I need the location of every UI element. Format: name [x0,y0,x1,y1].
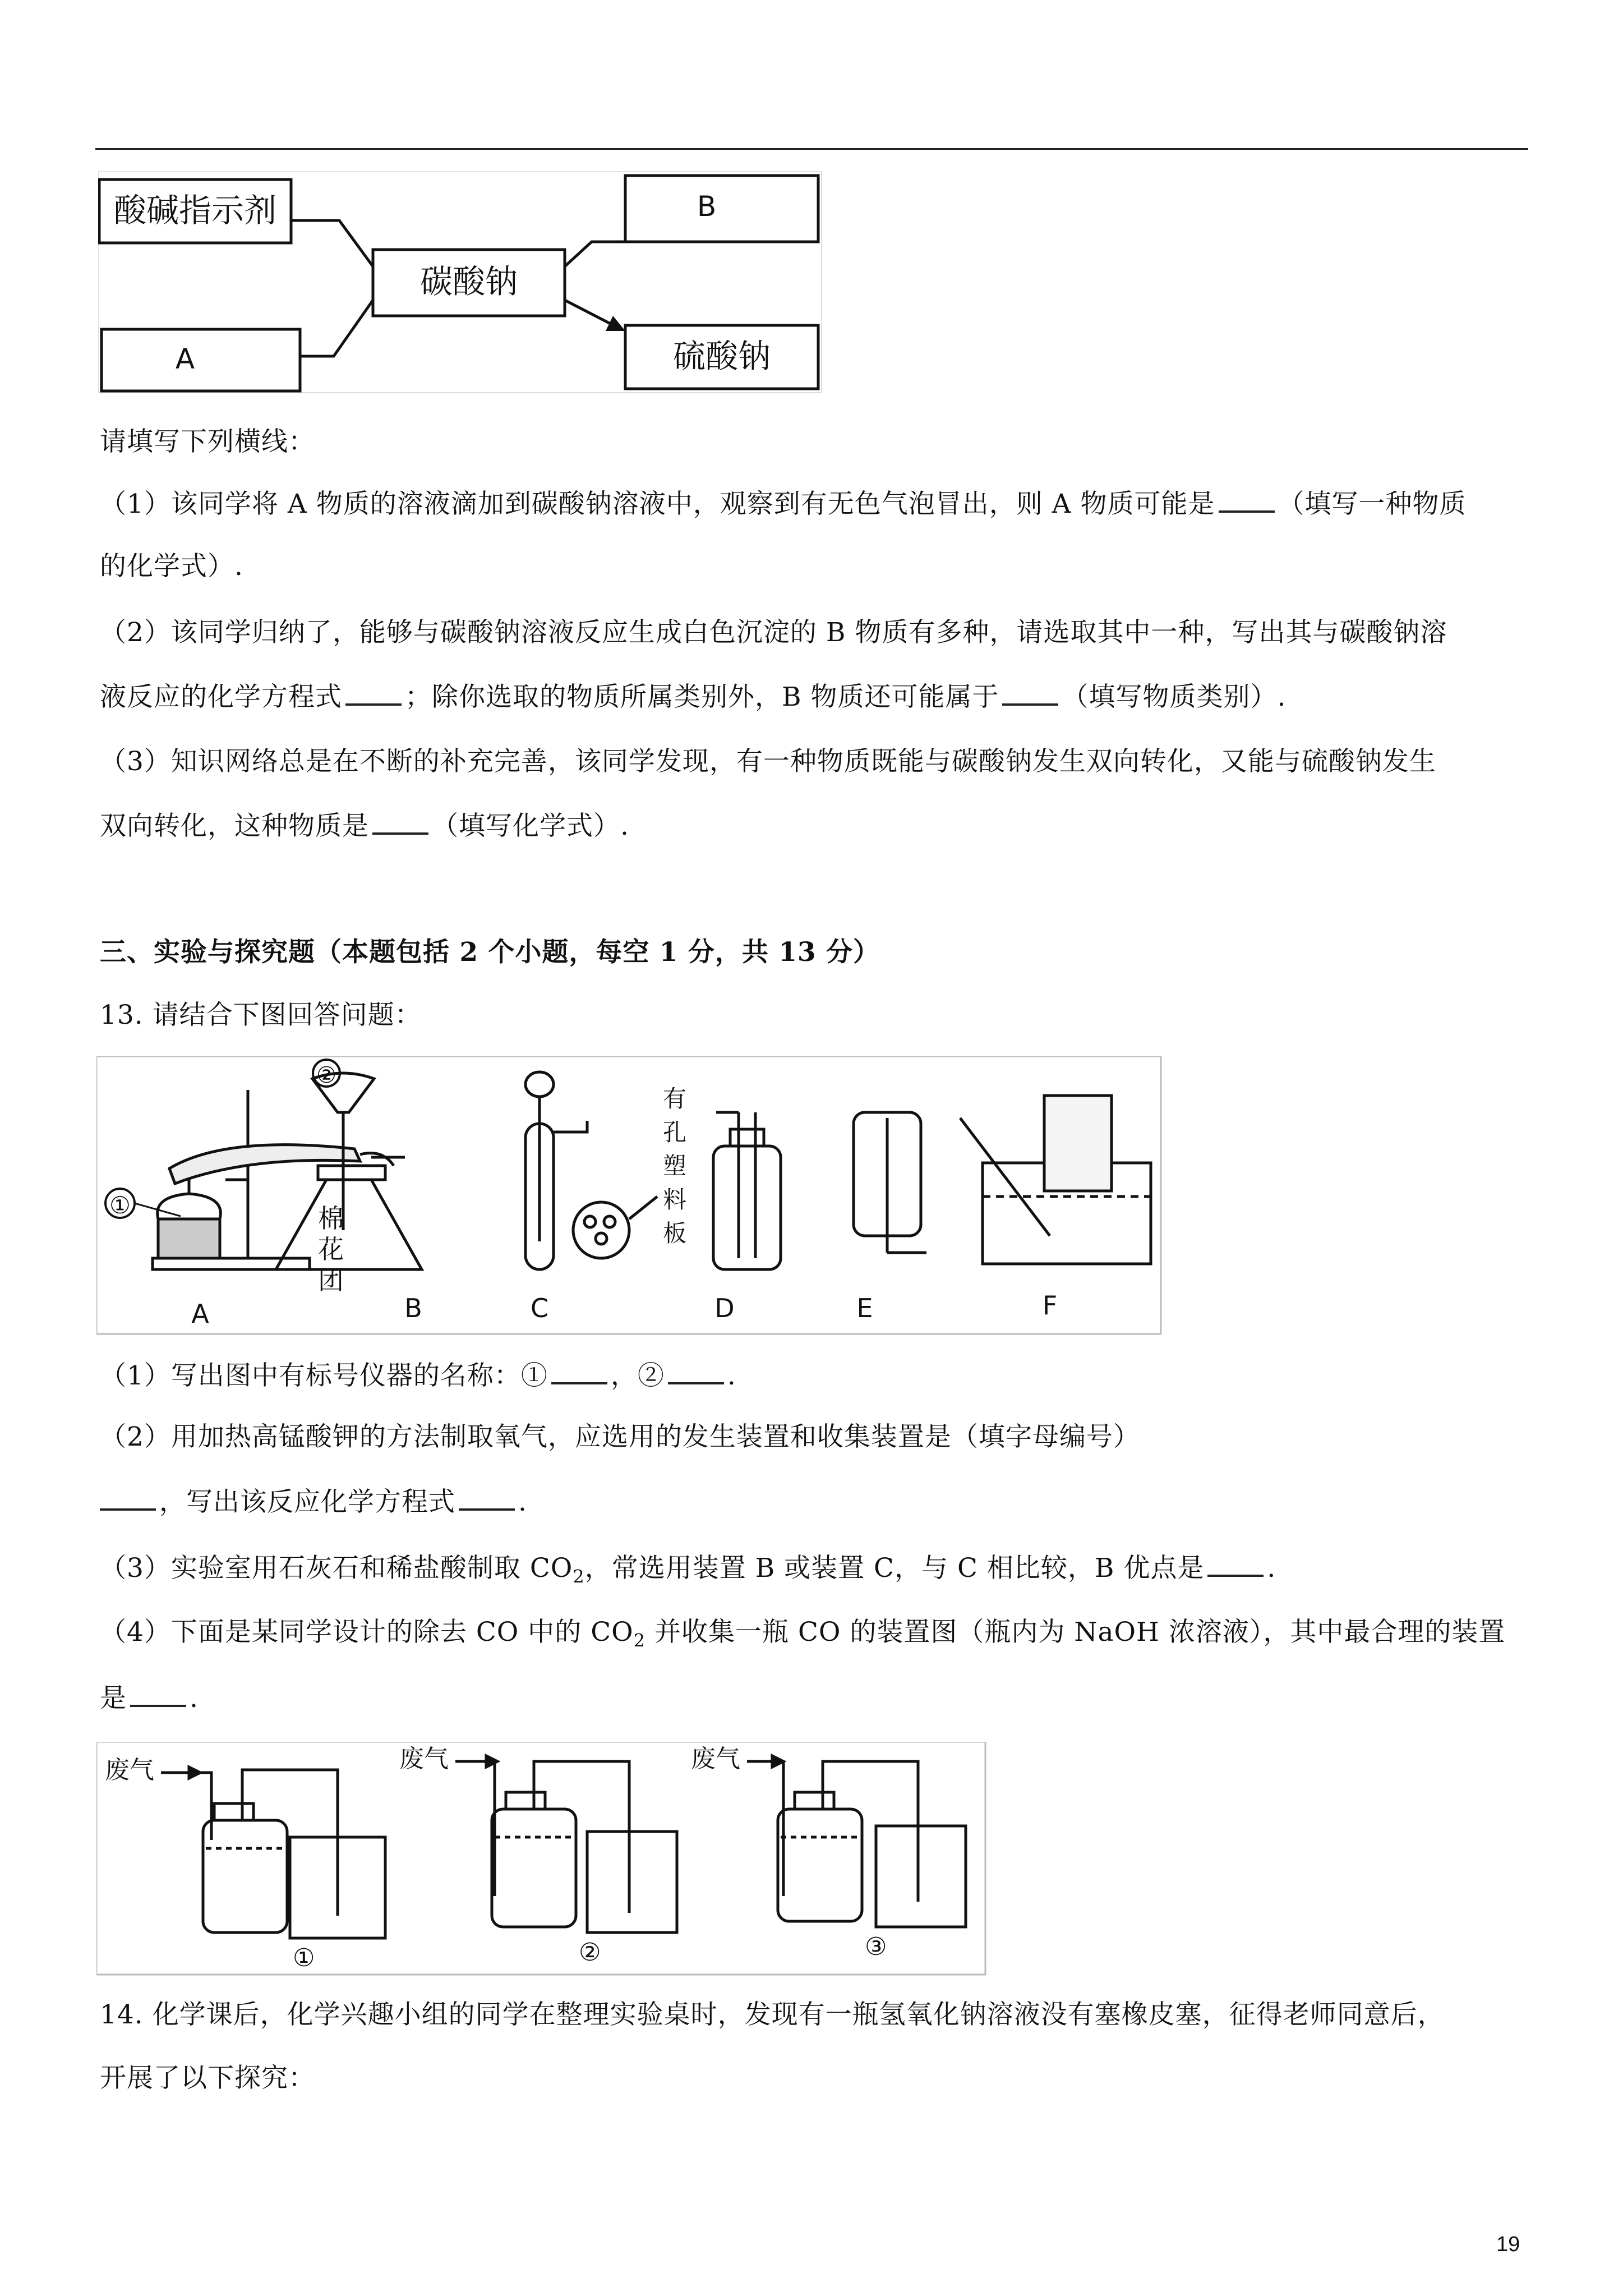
fig-letter-c: C [530,1293,549,1323]
q12-part3-cont [100,808,629,843]
box-indicator-label: 酸碱指示剂 [113,191,277,229]
fig-letter-b: B [404,1293,422,1323]
fig-cotton-3: 团 [318,1265,344,1295]
q14-line1: 14. 化学课后，化学兴趣小组的同学在整理实验桌时，发现有一瓶氢氧化钠溶液没有塞橡皮塞，征得老师同意后， [100,1999,1445,2030]
fig-letter-f: F [1042,1290,1058,1320]
q13-stem: 13. 请结合下图回答问题： [100,1000,422,1030]
fig-plate-1: 有 [663,1085,687,1112]
setup-3-number: ③ [865,1932,887,1961]
q13-p1-text-b: ，② [610,1360,665,1391]
q13-p4-text-d: . [190,1683,199,1714]
q13-p3-text-c: . [1267,1553,1276,1584]
q13-p3-sub: 2 [573,1566,585,1588]
q13-part3 [100,1550,1276,1593]
gas-label-2: 废气 [399,1745,449,1773]
gas-label-3: 废气 [691,1745,740,1773]
answer-blank[interactable] [459,1484,515,1511]
fig-letter-e: E [856,1293,873,1323]
q12-p2-text-c: ；除你选取的物质所属类别外，B 物质还可能属于 [405,682,999,712]
fig-letter-a: A [191,1299,209,1329]
q13-p1-text-c: . [727,1360,736,1391]
box-b-label: B [697,190,717,223]
q13-p3-text-b: ，常选用装置 B 或装置 C，与 C 相比较，B 优点是 [584,1553,1205,1584]
q13-part4 [100,1616,1505,1657]
answer-blank[interactable] [551,1358,607,1384]
setup-2-number: ② [579,1938,601,1967]
q13-part2: （2）用加热高锰酸钾的方法制取氧气，应选用的发生装置和收集装置是（填字母编号） [100,1421,1140,1452]
answer-blank[interactable] [668,1358,724,1384]
answer-blank[interactable] [1207,1550,1264,1577]
setup-1-number: ① [293,1944,315,1972]
q13-p4-text-c: 是 [100,1683,127,1714]
q13-p4-text-a: （4）下面是某同学设计的除去 CO 中的 CO [100,1617,634,1648]
box-a [102,329,300,391]
q13-part2-cont [100,1484,527,1519]
q12-part2-cont [100,679,1286,714]
q12-part2: （2）该同学归纳了，能够与碳酸钠溶液反应生成白色沉淀的 B 物质有多种，请选取其中一种，写出其与碳酸钠溶 [100,617,1447,648]
fig-plate-2: 孔 [663,1119,687,1146]
co-purification-figure [96,1742,988,1980]
q13-p1-text-a: （1）写出图中有标号仪器的名称：① [100,1360,548,1391]
q13-p3-text-a: （3）实验室用石灰石和稀盐酸制取 CO [100,1553,573,1584]
answer-blank[interactable] [372,808,428,835]
q12-part1-cont: 的化学式）. [100,551,243,582]
q12-p2-text-b: 液反应的化学方程式 [100,682,342,712]
knowledge-network-diagram [98,171,827,398]
q13-p2-text-b: ，写出该反应化学方程式 [159,1487,455,1517]
q13-p4-text-b: 并收集一瓶 CO 的装置图（瓶内为 NaOH 浓溶液），其中最合理的装置 [645,1617,1506,1648]
q12-p1-text-b: （填写一种物质 [1278,489,1467,519]
fig-plate-4: 料 [663,1186,687,1213]
q13-p4-sub: 2 [633,1630,646,1651]
box-a-label: A [175,343,195,375]
q13-part4-cont [100,1680,199,1715]
q14-line2: 开展了以下探究： [100,2063,315,2093]
gas-label-1: 废气 [105,1756,154,1784]
box-b [625,176,818,242]
answer-blank[interactable] [1002,679,1058,706]
answer-blank[interactable] [130,1680,186,1707]
q12-part1 [100,486,1467,521]
q13-part1 [100,1358,736,1393]
fig-cotton-2: 花 [318,1234,344,1264]
fig-circle1: ① [109,1191,131,1219]
q12-intro: 请填写下列横线： [100,426,315,457]
apparatus-figure [96,1056,1162,1339]
page-number: 19 [1496,2233,1520,2256]
fig-cotton-1: 棉 [318,1203,344,1234]
q12-p3-text-c: （填写化学式）. [432,811,629,841]
section-heading: 三、实验与探究题（本题包括 2 个小题，每空 1 分，共 13 分） [100,937,880,968]
box-center-label: 碳酸钠 [419,263,518,301]
q13-p2-text-c: . [518,1487,527,1517]
q12-p1-text-a: （1）该同学将 A 物质的溶液滴加到碳酸钠溶液中，观察到有无色气泡冒出，则 A 物质可能是 [100,489,1215,519]
fig-letter-d: D [714,1293,735,1323]
q12-p2-text-d: （填写物质类别）. [1062,682,1287,712]
fig-plate-3: 塑 [663,1152,687,1180]
fig-circle2: ② [316,1062,336,1088]
answer-blank[interactable] [345,679,402,706]
box-sulfate-label: 硫酸钠 [672,337,771,375]
q12-p3-text-b: 双向转化，这种物质是 [100,811,369,841]
fig-plate-5: 板 [663,1220,687,1247]
header-rule [95,148,1528,150]
q12-part3: （3）知识网络总是在不断的补充完善，该同学发现，有一种物质既能与碳酸钠发生双向转化，又能与硫酸钠发生 [100,746,1436,777]
answer-blank[interactable] [100,1484,156,1511]
answer-blank[interactable] [1219,486,1275,513]
